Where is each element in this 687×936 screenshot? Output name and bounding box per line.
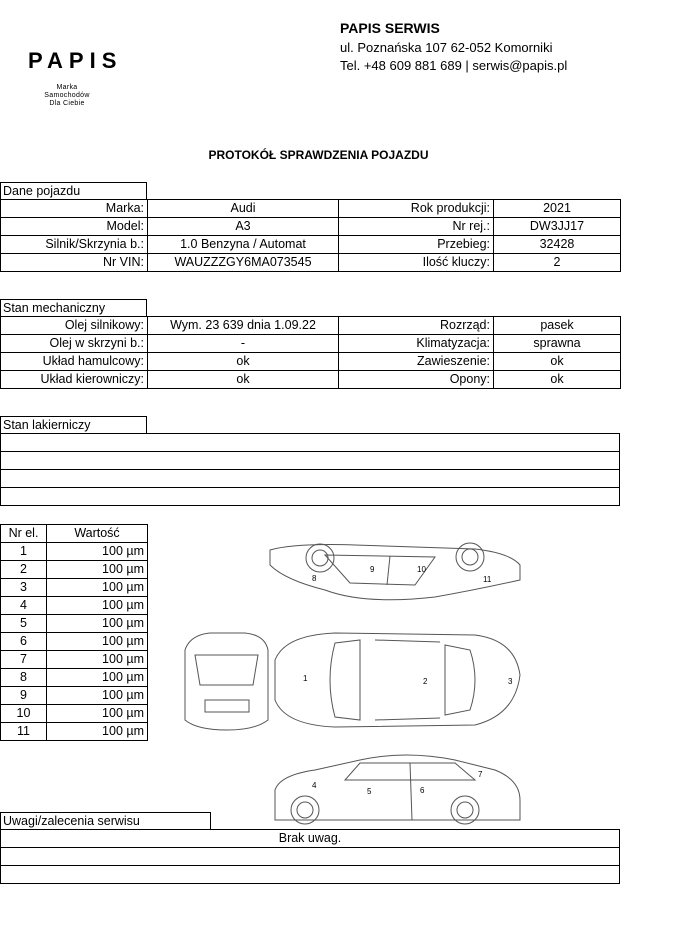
mechanical-value-cell[interactable]: - — [148, 335, 339, 353]
paint-thickness-row — [1, 687, 148, 705]
vehicle-label-cell: Marka: — [1, 200, 148, 218]
car-label-4: 4 — [312, 781, 317, 790]
vehicle-value-cell[interactable]: 2021 — [494, 200, 621, 218]
thickness-value-cell[interactable]: 100 µm — [47, 597, 148, 615]
notes-text[interactable]: Brak uwag. — [1, 830, 620, 848]
mechanical-table — [0, 316, 621, 389]
element-number-cell: 3 — [1, 579, 47, 597]
vehicle-label-cell: Ilość kluczy: — [339, 254, 494, 272]
notes-row[interactable] — [1, 866, 620, 884]
paint-note-row[interactable] — [1, 470, 620, 488]
element-number-cell: 6 — [1, 633, 47, 651]
paint-thickness-row — [1, 615, 148, 633]
mechanical-label-cell: Olej silnikowy: — [1, 317, 148, 335]
paint-note-row[interactable] — [1, 434, 620, 452]
element-number-cell: 9 — [1, 687, 47, 705]
mechanical-value-cell[interactable]: ok — [494, 353, 621, 371]
vehicle-value-cell[interactable]: WAUZZZGY6MA073545 — [148, 254, 339, 272]
paint-thickness-table — [0, 524, 148, 741]
thickness-value-cell[interactable]: 100 µm — [47, 705, 148, 723]
paint-thickness-row — [1, 579, 148, 597]
element-number-cell: 8 — [1, 669, 47, 687]
mechanical-value-cell[interactable]: Wym. 23 639 dnia 1.09.22 — [148, 317, 339, 335]
vehicle-value-cell[interactable]: DW3JJ17 — [494, 218, 621, 236]
car-label-7: 7 — [478, 770, 483, 779]
mechanical-value-cell[interactable]: ok — [148, 353, 339, 371]
logo-tagline-line1: Marka — [56, 84, 78, 91]
car-label-5: 5 — [367, 787, 372, 796]
paint-thickness-row — [1, 651, 148, 669]
thickness-value-cell[interactable]: 100 µm — [47, 651, 148, 669]
section-paint: Stan lakierniczy — [0, 416, 147, 433]
thickness-value-cell[interactable]: 100 µm — [47, 543, 148, 561]
vehicle-value-cell[interactable]: 2 — [494, 254, 621, 272]
paint-note-row[interactable] — [1, 452, 620, 470]
mechanical-label-cell: Układ kierowniczy: — [1, 371, 148, 389]
mechanical-row — [1, 317, 621, 335]
car-label-8: 8 — [312, 574, 317, 583]
element-number-cell: 4 — [1, 597, 47, 615]
header-element-number: Nr el. — [1, 525, 47, 543]
company-contact: Tel. +48 609 881 689 | serwis@papis.pl — [340, 58, 568, 73]
paint-thickness-row — [1, 723, 148, 741]
vehicle-row — [1, 236, 621, 254]
thickness-value-cell[interactable]: 100 µm — [47, 669, 148, 687]
thickness-value-cell[interactable]: 100 µm — [47, 723, 148, 741]
vehicle-label-cell: Nr rej.: — [339, 218, 494, 236]
element-number-cell: 2 — [1, 561, 47, 579]
mechanical-label-cell: Olej w skrzyni b.: — [1, 335, 148, 353]
element-number-cell: 1 — [1, 543, 47, 561]
mechanical-row — [1, 335, 621, 353]
car-label-10: 10 — [417, 565, 426, 574]
car-label-2: 2 — [423, 677, 428, 686]
mechanical-value-cell[interactable]: ok — [494, 371, 621, 389]
vehicle-data-table — [0, 199, 621, 272]
mechanical-value-cell[interactable]: ok — [148, 371, 339, 389]
company-name: PAPIS SERWIS — [340, 20, 440, 36]
car-label-6: 6 — [420, 786, 425, 795]
paint-thickness-row — [1, 633, 148, 651]
thickness-value-cell[interactable]: 100 µm — [47, 561, 148, 579]
thickness-value-cell[interactable]: 100 µm — [47, 615, 148, 633]
thickness-value-cell[interactable]: 100 µm — [47, 579, 148, 597]
vehicle-value-cell[interactable]: A3 — [148, 218, 339, 236]
car-label-9: 9 — [370, 565, 375, 574]
element-number-cell: 10 — [1, 705, 47, 723]
paint-note-row[interactable] — [1, 488, 620, 506]
element-number-cell: 5 — [1, 615, 47, 633]
car-label-3: 3 — [508, 677, 513, 686]
mechanical-row — [1, 353, 621, 371]
vehicle-label-cell: Nr VIN: — [1, 254, 148, 272]
document-title: PROTOKÓŁ SPRAWDZENIA POJAZDU — [208, 148, 429, 162]
paint-notes-table — [0, 433, 620, 506]
car-label-1: 1 — [303, 674, 308, 683]
vehicle-label-cell: Silnik/Skrzynia b.: — [1, 236, 148, 254]
mechanical-row — [1, 371, 621, 389]
mechanical-label-cell: Zawieszenie: — [339, 353, 494, 371]
vehicle-value-cell[interactable]: Audi — [148, 200, 339, 218]
car-top-view — [275, 633, 520, 727]
vehicle-row — [1, 254, 621, 272]
element-number-cell: 11 — [1, 723, 47, 741]
section-vehicle-data: Dane pojazdu — [0, 182, 147, 199]
vehicle-value-cell[interactable]: 32428 — [494, 236, 621, 254]
header-value: Wartość — [47, 525, 148, 543]
element-number-cell: 7 — [1, 651, 47, 669]
paint-thickness-row — [1, 561, 148, 579]
vehicle-row — [1, 200, 621, 218]
notes-row[interactable] — [1, 848, 620, 866]
section-notes: Uwagi/zalecenia serwisu — [0, 812, 211, 829]
thickness-value-cell[interactable]: 100 µm — [47, 687, 148, 705]
paint-thickness-row — [1, 705, 148, 723]
vehicle-label-cell: Model: — [1, 218, 148, 236]
paint-thickness-row — [1, 543, 148, 561]
company-address: ul. Poznańska 107 62-052 Komorniki — [340, 40, 553, 55]
logo-tagline-line3: Dla Ciebie — [49, 100, 85, 107]
car-label-11: 11 — [483, 575, 492, 584]
vehicle-label-cell: Rok produkcji: — [339, 200, 494, 218]
section-mechanical: Stan mechaniczny — [0, 299, 147, 316]
notes-table — [0, 829, 620, 884]
car-side-view-top — [270, 543, 520, 600]
mechanical-label-cell: Opony: — [339, 371, 494, 389]
mechanical-label-cell: Rozrząd: — [339, 317, 494, 335]
mechanical-value-cell[interactable]: pasek — [494, 317, 621, 335]
car-diagram — [175, 535, 535, 835]
logo-tagline-line2: Samochodów — [44, 92, 90, 99]
logo-tagline — [22, 84, 112, 108]
vehicle-label-cell: Przebieg: — [339, 236, 494, 254]
car-front-view — [185, 633, 268, 730]
mechanical-value-cell[interactable]: sprawna — [494, 335, 621, 353]
thickness-value-cell[interactable]: 100 µm — [47, 633, 148, 651]
paint-thickness-row — [1, 597, 148, 615]
paint-thickness-row — [1, 669, 148, 687]
mechanical-label-cell: Klimatyzacja: — [339, 335, 494, 353]
vehicle-row — [1, 218, 621, 236]
vehicle-value-cell[interactable]: 1.0 Benzyna / Automat — [148, 236, 339, 254]
mechanical-label-cell: Układ hamulcowy: — [1, 353, 148, 371]
logo-wordmark: PAPIS — [28, 48, 123, 73]
